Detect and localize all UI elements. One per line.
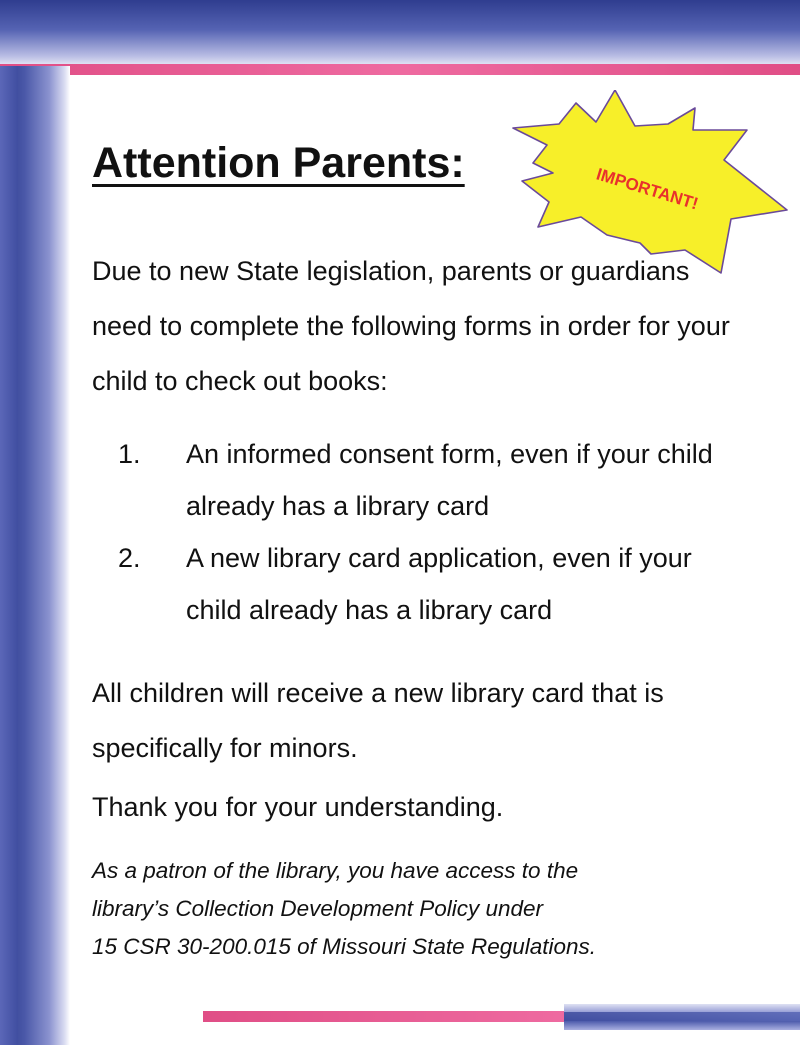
important-badge-label: IMPORTANT! bbox=[594, 164, 701, 214]
page-title: Attention Parents: bbox=[92, 139, 465, 187]
intro-paragraph: Due to new State legislation, parents or guardians need to complete the following forms in order for your child to check out books: bbox=[92, 256, 730, 396]
top-decorative-band bbox=[0, 0, 800, 66]
bottom-blue-stripe bbox=[564, 1012, 800, 1021]
requirements-list bbox=[118, 428, 738, 636]
top-pink-stripe bbox=[0, 64, 800, 75]
policy-note: As a patron of the library, you have access to the library’s Collection Development Policy under 15 CSR 30-200.015 of Missouri State Regulations. bbox=[92, 858, 597, 959]
list-item-text: An informed consent form, even if your child already has a library card bbox=[186, 439, 713, 521]
list-item-number: 1. bbox=[118, 439, 141, 469]
list-item-text: A new library card application, even if your child already has a library card bbox=[186, 543, 692, 625]
list-item bbox=[118, 532, 738, 636]
list-item bbox=[118, 428, 738, 532]
new-card-paragraph: All children will receive a new library card that is specifically for minors. bbox=[92, 678, 664, 763]
left-band-shade bbox=[0, 66, 18, 1045]
thanks-paragraph: Thank you for your understanding. bbox=[92, 792, 504, 822]
list-item-number: 2. bbox=[118, 543, 141, 573]
